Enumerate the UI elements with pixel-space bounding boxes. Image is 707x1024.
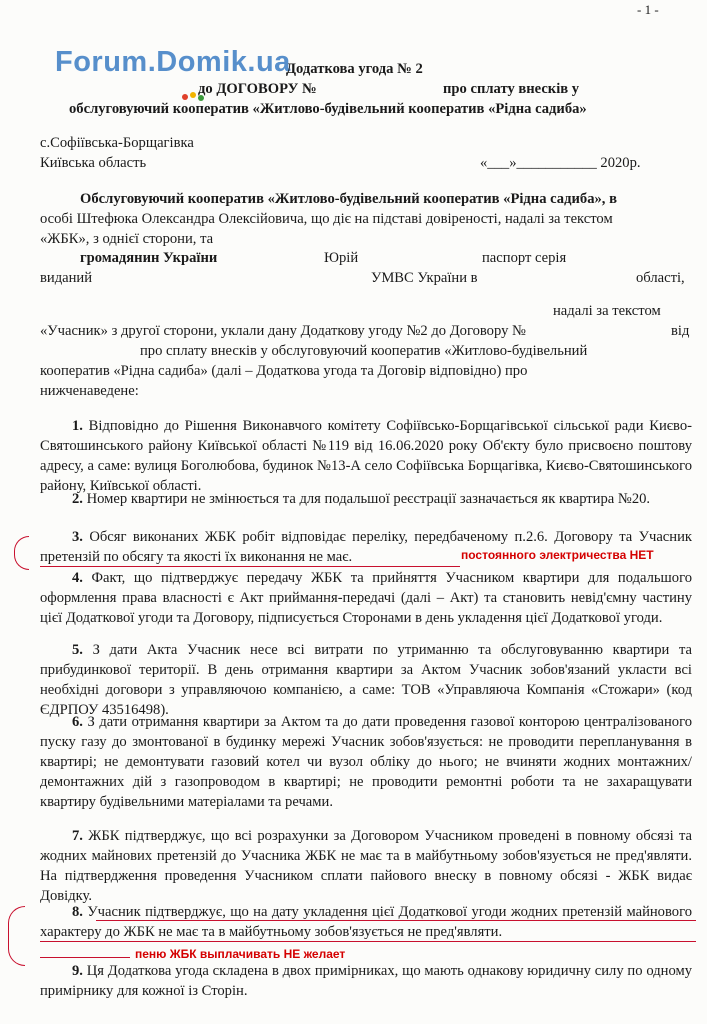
intro-line: Обслуговуючий кооператив «Житлово-будівельний кооператив «Рідна садиба», в [80,191,617,207]
clause-5: 5. З дати Акта Учасник несе всі витрати по утриманню та обслуговуванню квартири та прибудинкової території. В день отримання квартири за Актом Учасник зобов'язаний укласти всі необхідні договори з управляючою компанією, а саме: ТОВ «Управляюча Компанія «Стожари» (код ЄДРПОУ 43516498). [40,642,692,718]
date-field: «___»___________ 2020р. [480,155,641,171]
underline-3 [40,566,460,567]
doc-subtitle-a: до ДОГОВОРУ № [198,81,317,97]
intro-hereinafter: надалі за текстом [553,303,661,319]
clause-3: 3. Обсяг виконаних ЖБК робіт відповідає переліку, передбаченому п.2.6. Договору та Учасник претензій по обсягу та якості їх виконання не має. [40,529,692,565]
clause-1: 1. Відповідно до Рішення Виконавчого комітету Софіївсько-Борщагівської сільської ради Києво-Святошинського району Київської області №119 від 16.06.2020 року Об'єкту було присвоєно поштову адресу, а саме: вулиця Боголюбова, будинок №13-А село Софіївська Борщагівка, Києво-Святошинського району, Київської області. [40,418,692,494]
intro-line: від [671,323,690,339]
intro-line: кооператив «Рідна садиба» (далі – Додаткова угода та Договір відповідно) про [40,363,528,379]
clause-8: 8. Учасник підтверджує, що на дату укладення цієї Додаткової угоди жодних претензій майнового характеру до ЖБК не має та в майбутньому зобов'язується не пред'являти. [40,904,692,940]
intro-line: нижченаведене: [40,383,139,399]
intro-umvs: УМВС України в [371,270,478,286]
underline-8c [40,957,130,958]
annotation-bracket-3 [14,536,29,570]
intro-citizen: громадянин України [80,250,218,266]
doc-title: Додаткова угода № 2 [286,61,423,77]
underline-8b [40,941,696,942]
underline-8a [96,920,696,921]
clause-6: 6. З дати отримання квартири за Актом та до дати проведення газової конторою централізованого пуску газу до змонтованої в будинку мережі Учасник зобов'язується: не проводити перепланування в квартирі; не демонтувати газовий котел чи вузол обліку до нього; не вчиняти жодних монтажних/демонтажних дій з газопроводом в квартирі; не проводити ремонтні роботи та не захаращувати квартиру будівельними матеріалами та речами. [40,714,692,810]
doc-subtitle-c: обслуговуючий кооператив «Житлово-будівельний кооператив «Рідна садиба» [69,101,587,117]
intro-passport: паспорт серія [482,250,567,266]
page-number: - 1 - [637,2,659,17]
annotation-note-8: пеню ЖБК выплачивать НЕ желает [135,947,346,961]
intro-issued: виданий [40,270,93,286]
clause-7: 7. ЖБК підтверджує, що всі розрахунки за Договором Учасником проведені в повному обсязі та жодних майнових претензій до Учасника ЖБК не має та в майбутньому зобов'язується не пред'являти. На підтвердження проведення Учасником сплати пайового внеску в повному обсязі - ЖБК видає Довідку. [40,828,692,904]
annotation-bracket-8 [8,906,25,966]
intro-line: про сплату внесків у обслуговуючий кооператив «Житлово-будівельний [140,343,588,359]
place-region: Київська область [40,155,147,171]
clause-2: 2. Номер квартири не змінюється та для подальшої реєстрації зазначається як квартира №20. [72,491,651,507]
doc-subtitle-b: про сплату внесків у [443,81,580,97]
intro-line: «Учасник» з другої сторони, уклали дану Додаткову угоду №2 до Договору № [40,323,526,339]
watermark-logo: Forum.Domik.ua [55,46,291,78]
clause-9: 9. Ця Додаткова угода складена в двох примірниках, що мають однакову юридичну силу по одному примірнику для кожної із Сторін. [40,963,692,999]
intro-line: «ЖБК», з однієї сторони, та [40,231,214,247]
clause-4: 4. Факт, що підтверджує передачу ЖБК та прийняття Учасником квартири для подальшого оформлення права власності є Акт приймання-передачі (далі – Акт) та становить невід'ємну частину цієї Додаткової угоди та Договору, підписується Сторонами в день укладення цієї Додаткової угоди. [40,570,692,626]
place-village: с.Софіївська-Борщагівка [40,135,194,151]
annotation-note-3: постоянного электричества НЕТ [461,548,654,562]
intro-name: Юрій [324,250,359,266]
intro-line: особі Штефюка Олександра Олексійовича, що діє на підставі довіреності, надалі за текстом [40,211,613,227]
intro-oblast: області, [636,270,685,286]
